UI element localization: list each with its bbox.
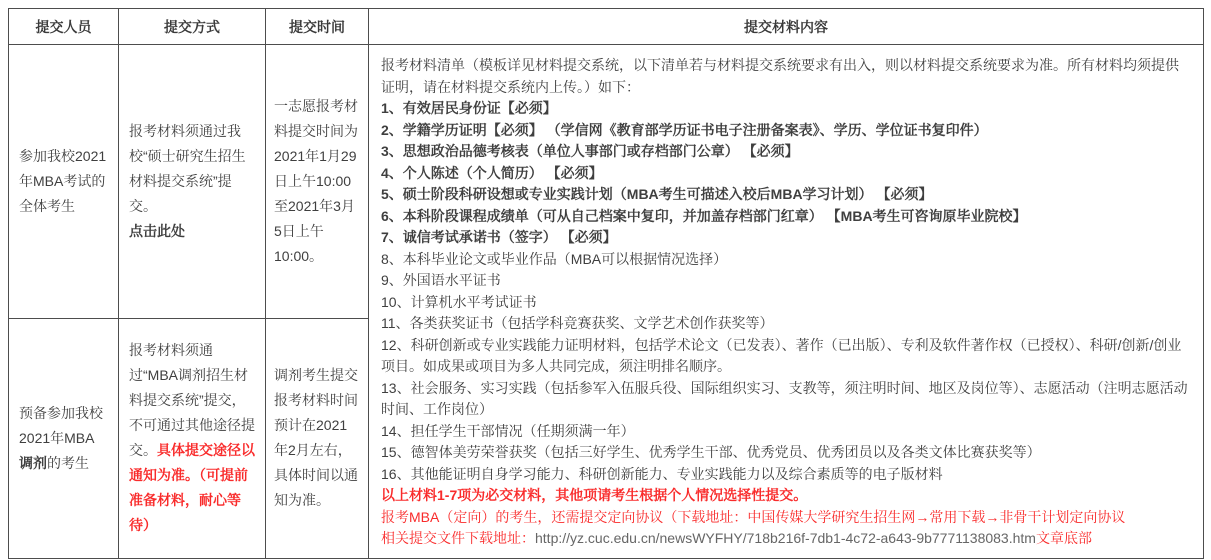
required-material-item: 1、有效居民身份证【必须】 (381, 100, 557, 116)
cell-method-row2 (119, 319, 266, 558)
header-person: 提交人员 (9, 9, 119, 45)
optional-material-item: 15、德智体美劳荣誉获奖（包括三好学生、优秀学生干部、优秀党员、优秀团员以及各类文体比赛获奖等） (381, 444, 1041, 460)
cell-method-row1 (119, 45, 266, 319)
download-address-label: 相关提交文件下载地址： (381, 530, 535, 546)
required-materials-list (381, 98, 1191, 249)
materials-intro: 报考材料清单（模板详见材料提交系统，以下清单若与材料提交系统要求有出入，则以材料提交系统要求为准。所有材料均须提供证明，请在材料提交系统内上传。）如下： (381, 57, 1179, 95)
person-text-row1: 参加我校2021年MBA考试的全体考生 (19, 148, 107, 215)
required-material-item: 4、个人陈述（个人简历） 【必须】 (381, 164, 603, 181)
optional-materials-list (381, 249, 1191, 486)
cell-time-row1 (266, 45, 369, 319)
optional-material-item: 8、本科毕业论文或毕业作品（MBA可以根据情况选择） (381, 250, 728, 267)
note-mba-directed-agreement: 报考MBA（定向）的考生，还需提交定向协议（下载地址：中国传媒大学研究生招生网→常用下载→非骨干计划定向协议 (381, 508, 1126, 525)
method-text-row2: 报考材料须通过“MBA调剂招生材料提交系统”提交，不可通过其他途径提交。 (129, 342, 255, 459)
note-download-address (381, 528, 1191, 550)
download-address-suffix: 文章底部 (1035, 530, 1092, 546)
optional-material-item: 14、担任学生干部情况（任期须满一年） (381, 422, 635, 439)
header-row (9, 9, 1204, 45)
cell-person-row1 (9, 45, 119, 319)
required-material-item: 3、思想政治品德考核表（单位人事部门或存档部门公章） 【必须】 (381, 143, 799, 159)
optional-material-item: 16、其他能证明自身学习能力、科研创新能力、专业实践能力以及综合素质等的电子版材料 (381, 465, 943, 482)
person-text-row2-emph: 调剂 (19, 454, 47, 471)
optional-material-item: 10、计算机水平考试证书 (381, 293, 537, 310)
optional-material-item: 12、科研创新或专业实践能力证明材料，包括学术论文（已发表）、著作（已出版）、专利及软件著作权（已授权）、科研/创新/创业项目。如成果或项目为多人共同完成，须注明排名顺序。 (381, 336, 1182, 374)
click-here-link[interactable]: 点击此处 (129, 223, 185, 240)
required-material-item: 5、硕士阶段科研设想或专业实践计划（MBA考生可描述入校后MBA学习计划） 【必须】 (381, 186, 933, 202)
required-material-item: 7、诚信考试承诺书（签字） 【必须】 (381, 229, 617, 245)
header-materials: 提交材料内容 (369, 9, 1204, 45)
required-material-item: 2、学籍学历证明【必须】 （学信网《教育部学历证书电子注册备案表》、学历、学位证书复印件） (381, 121, 988, 138)
optional-material-item: 11、各类获奖证书（包括学科竞赛获奖、文学艺术创作获奖等） (381, 315, 774, 331)
required-material-item: 6、本科阶段课程成绩单（可从自己档案中复印，并加盖存档部门红章） 【MBA考生可咨询原毕业院校】 (381, 207, 1027, 224)
cell-materials-content (369, 45, 1204, 559)
method-text-row1: 报考材料须通过我校“硕士研究生招生材料提交系统”提交。 (129, 123, 246, 215)
note-required-summary: 以上材料1-7项为必交材料，其他项请考生根据个人情况选择性提交。 (381, 487, 808, 503)
method-notice-row2: 具体提交途径以通知为准。（可提前准备材料，耐心等待） (129, 442, 255, 534)
optional-material-item: 13、社会服务、实习实践（包括参军入伍服兵役、国际组织实习、支教等，须注明时间、地区及岗位等）、志愿活动（注明志愿活动时间、工作岗位） (381, 379, 1188, 417)
header-method: 提交方式 (119, 9, 266, 45)
cell-time-row2 (266, 319, 369, 558)
time-text-row1: 一志愿报考材料提交时间为2021年1月29日上午10:00至2021年3月5日上午10:00。 (274, 98, 358, 265)
person-text-row2-after: 的考生 (47, 454, 89, 471)
header-time: 提交时间 (266, 9, 369, 45)
time-text-row2: 调剂考生提交报考材料时间预计在2021年2月左右，具体时间以通知为准。 (274, 367, 358, 509)
submission-materials-table (8, 8, 1204, 559)
download-url-link[interactable]: http://yz.cuc.edu.cn/newsWYFHY/718b216f-7db1-4c72-a643-9b7771138083.htm (535, 530, 1036, 546)
person-text-row2-before: 预备参加我校2021年MBA (19, 404, 103, 446)
row-exam-candidates (9, 45, 1204, 319)
cell-person-row2 (9, 319, 119, 558)
optional-material-item: 9、外国语水平证书 (381, 272, 501, 288)
